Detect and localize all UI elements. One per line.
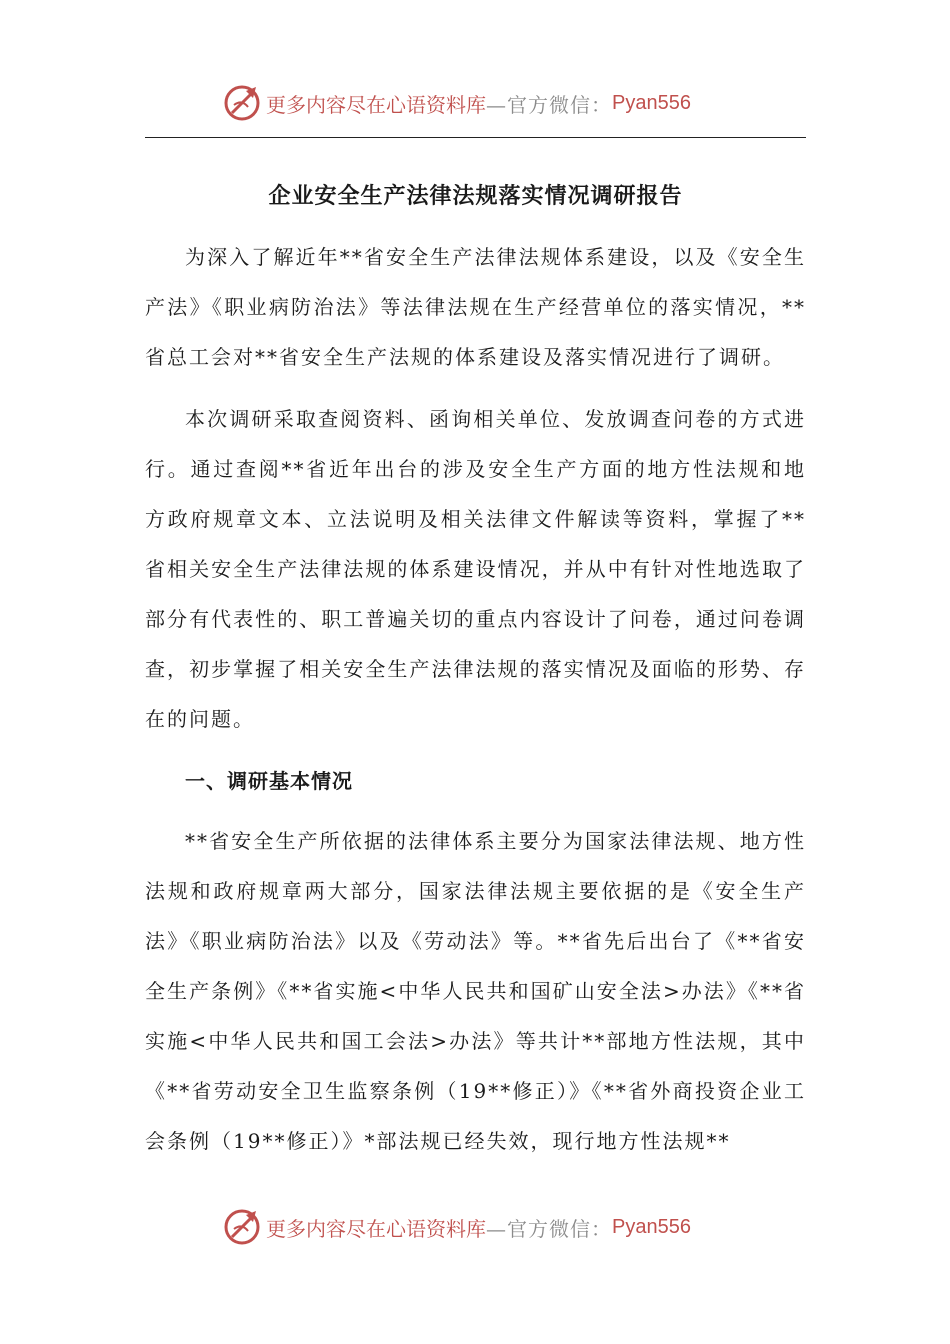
document-body xyxy=(145,232,806,1178)
footer-banner[interactable] xyxy=(222,1202,691,1252)
page-header xyxy=(0,78,950,128)
banner-wechat-id: Pyan556 xyxy=(612,1215,691,1238)
pen-logo-icon xyxy=(222,1207,262,1247)
banner-wechat-label: —官方微信： xyxy=(486,1216,612,1241)
banner-wechat-id: Pyan556 xyxy=(612,91,691,114)
banner-wechat-label: —官方微信： xyxy=(486,92,612,117)
banner-text: 更多内容尽在心语资料库 xyxy=(266,92,486,117)
paragraph-method: 本次调研采取查阅资料、函询相关单位、发放调查问卷的方式进行。通过查阅**省近年出台的涉及安全生产方面的地方性法规和地方政府规章文本、立法说明及相关法律文件解读等资料，掌握了**省相关安全生产法律法规的体系建设情况，并从中有针对性地选取了部分有代表性的、职工普遍关切的重点内容设计了问卷，通过问卷调查，初步掌握了相关安全生产法律法规的落实情况及面临的形势、存在的问题。 xyxy=(145,407,806,731)
banner-text: 更多内容尽在心语资料库 xyxy=(266,1216,486,1241)
page-footer xyxy=(0,1202,950,1252)
header-banner[interactable] xyxy=(222,78,691,128)
paragraph-section-one: **省安全生产所依据的法律体系主要分为国家法律法规、地方性法规和政府规章两大部分，国家法律法规主要依据的是《安全生产法》《职业病防治法》以及《劳动法》等。**省先后出台了《**省安全生产条例》《**省实施<中华人民共和国矿山安全法>办法》《**省实施<中华人民共和国工会法>办法》等共计**部地方性法规，其中《**省劳动安全卫生监察条例（19**修正）》《**省外商投资企业工会条例（19**修正）》*部法规已经失效，现行地方性法规** xyxy=(145,829,806,1153)
header-divider xyxy=(145,137,806,138)
section-heading: 一、调研基本情况 xyxy=(185,769,353,793)
document-title: 企业安全生产法律法规落实情况调研报告 xyxy=(268,183,683,209)
pen-logo-icon xyxy=(222,83,262,123)
paragraph-intro: 为深入了解近年**省安全生产法律法规体系建设，以及《安全生产法》《职业病防治法》等法律法规在生产经营单位的落实情况，**省总工会对**省安全生产法规的体系建设及落实情况进行了调研。 xyxy=(145,245,806,369)
